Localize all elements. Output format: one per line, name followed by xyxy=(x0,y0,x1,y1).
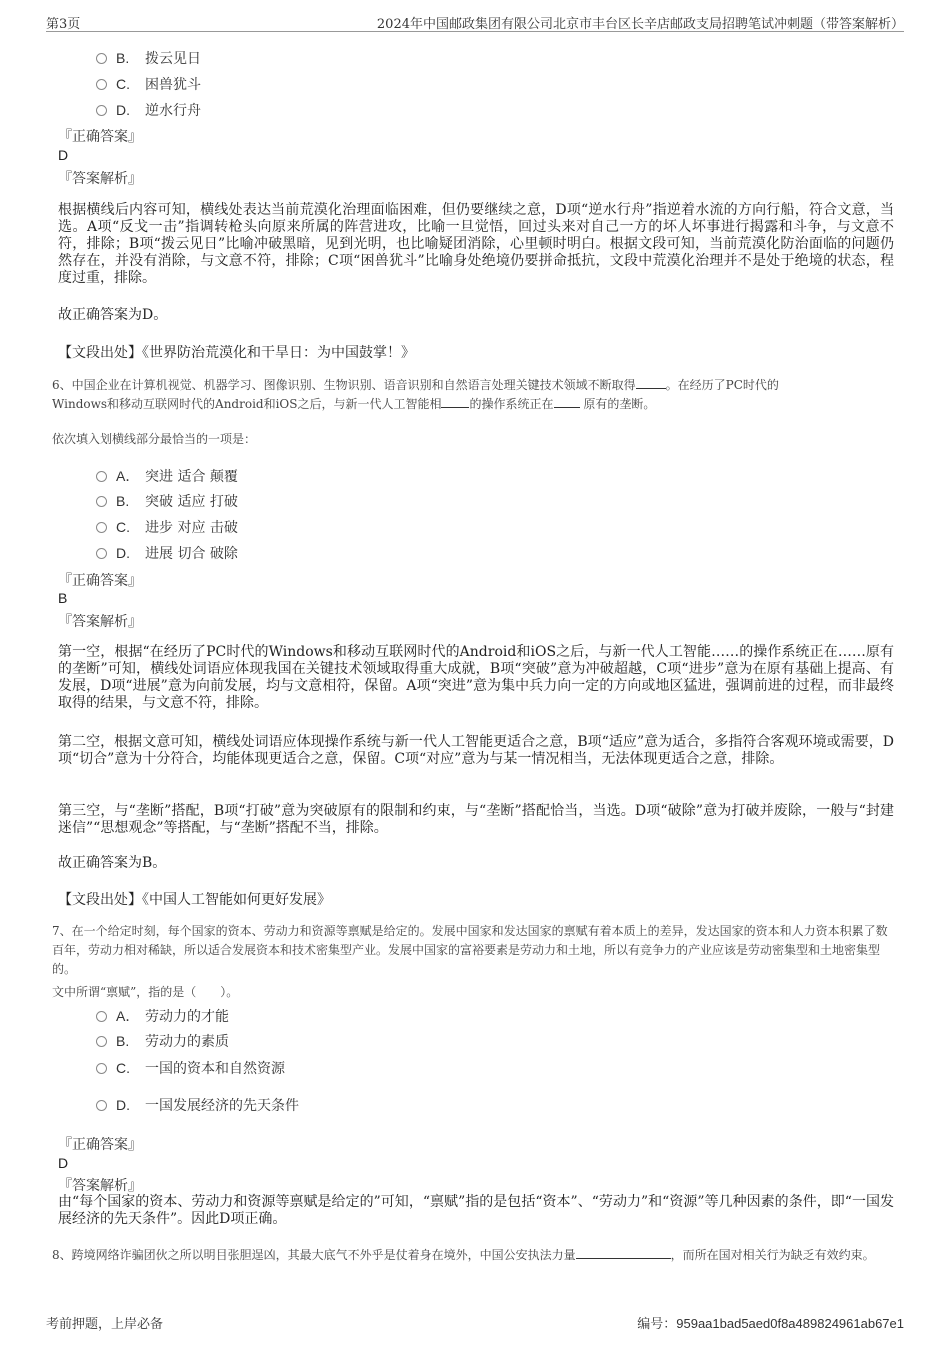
radio-icon[interactable] xyxy=(96,53,107,64)
q7-option-d[interactable]: D. 一国发展经济的先天条件 xyxy=(96,1095,299,1115)
question-prompt: 文中所谓“禀赋”，指的是（ ）。 xyxy=(52,985,239,999)
question-stem: 6、中国企业在计算机视觉、机器学习、图像识别、生物识别、语音识别和自然语言处理关键技术领域不断取得 。在经历了PC时代的 Windows和移动互联网时代的Android和iOS之后，与新一代人工智能相 的操作系统正在 原有的垄断。 xyxy=(52,378,779,411)
source-line: 【文段出处】《世界防治荒漠化和干旱日：为中国鼓掌！》 xyxy=(58,345,415,361)
analysis-paragraph-2: 第二空，根据文意可知，横线处词语应体现操作系统与新一代人工智能更适合之意，B项“适应”意为适合，多指符合客观环境或需要，D项“切合”意为十分符合，均能体现更适合之意，保留。C项“对应”意为与某一情况相当，无法体现更适合之意，排除。 xyxy=(58,734,894,767)
blank xyxy=(636,376,666,389)
q7-option-b[interactable]: B. 劳动力的素质 xyxy=(96,1031,229,1051)
q6-option-d[interactable]: D. 进展 切合 破除 xyxy=(96,543,238,563)
document-title: 2024年中国邮政集团有限公司北京市丰台区长辛店邮政支局招聘笔试冲刺题（带答案解析） xyxy=(376,17,904,32)
q6-option-b[interactable]: B. 突破 适应 打破 xyxy=(96,491,238,511)
correct-answer: D xyxy=(58,1155,69,1171)
analysis-paragraph-3: 第三空，与“垄断”搭配，B项“打破”意为突破原有的限制和约束，与“垄断”搭配恰当，当选。D项“破除”意为打破并废除，一般与“封建迷信”“思想观念”等搭配，与“垄断”搭配不当，排除。 xyxy=(58,803,894,836)
answer-tag: 『正确答案』 xyxy=(58,573,142,589)
radio-icon[interactable] xyxy=(96,471,107,482)
analysis-tag: 『答案解析』 xyxy=(58,1178,142,1194)
q5-option-c[interactable]: C. 困兽犹斗 xyxy=(96,74,201,94)
conclusion: 故正确答案为B。 xyxy=(58,855,167,871)
radio-icon[interactable] xyxy=(96,1063,107,1074)
correct-answer: B xyxy=(58,590,68,606)
analysis-tag: 『答案解析』 xyxy=(58,171,142,187)
q6-option-c[interactable]: C. 进步 对应 击破 xyxy=(96,517,238,537)
question-stem: 7、在一个给定时刻，每个国家的资本、劳动力和资源等禀赋是给定的。发展中国家和发达国家的禀赋有着本质上的差异，发达国家的资本和人力资本积累了数百年，劳动力相对稀缺，所以适合发展资本和技术密集型产业。发展中国家的富裕要素是劳动力和土地，所以有竞争力的产业应该是劳动密集型和土地密集型的。 xyxy=(52,924,888,976)
q7-option-a[interactable]: A． 劳动力的才能 xyxy=(96,1006,229,1026)
blank xyxy=(554,395,580,408)
radio-icon[interactable] xyxy=(96,548,107,559)
radio-icon[interactable] xyxy=(96,79,107,90)
question-stem: 8、跨境网络诈骗团伙之所以明目张胆逞凶，其最大底气不外乎是仗着身在境外，中国公安执法力量 ，而所在国对相关行为缺乏有效约束。 xyxy=(52,1248,875,1262)
answer-tag: 『正确答案』 xyxy=(58,1137,142,1153)
q6-option-a[interactable]: A． 突进 适合 颠覆 xyxy=(96,466,238,486)
answer-tag: 『正确答案』 xyxy=(58,129,142,145)
question-prompt: 依次填入划横线部分最恰当的一项是： xyxy=(52,432,257,446)
analysis-text: 根据横线后内容可知，横线处表达当前荒漠化治理面临困难，但仍要继续之意，D项“逆水行舟”指逆着水流的方向行船，符合文意，当选。A项“反戈一击”指调转枪头向原来所属的阵营进攻，比喻一旦觉悟，回过头来对自己一方的坏人坏事进行揭露和斗争，与文意不符，排除；B项“拨云见日”比喻冲破黑暗，见到光明，也比喻疑团消除，心里顿时明白。根据文段可知，当前荒漠化防治面临的问题仍然存在，并没有消除，与文意不符，排除；C项“困兽犹斗”比喻身处绝境仍要拼命抵抗，文段中荒漠化治理并不是处于绝境的状态，程度过重，排除。 xyxy=(58,202,894,286)
radio-icon[interactable] xyxy=(96,1036,107,1047)
document-code: 编号：959aa1bad5aed0f8a489824961ab67e1 xyxy=(637,1316,904,1331)
analysis-paragraph-1: 第一空，根据“在经历了PC时代的Windows和移动互联网时代的Android和iOS之后，与新一代人工智能……的操作系统正在……原有的垄断”可知，横线处词语应体现我国在关键技术领域取得重大成就，B项“突破”意为冲破超越，C项“进步”意为在原有基础上提高、有发展，D项“进展”意为向前发展，均与文意相符，保留。A项“突进”意为集中兵力向一定的方向或地区猛进，强调前进的过程，而非最终取得的结果，与文意不符，排除。 xyxy=(58,644,894,711)
source-line: 【文段出处】《中国人工智能如何更好发展》 xyxy=(58,892,331,908)
footer-slogan: 考前押题，上岸必备 xyxy=(46,1317,164,1332)
radio-icon[interactable] xyxy=(96,105,107,116)
radio-icon[interactable] xyxy=(96,496,107,507)
correct-answer: D xyxy=(58,147,69,163)
q7-option-c[interactable]: C. 一国的资本和自然资源 xyxy=(96,1058,285,1078)
analysis-tag: 『答案解析』 xyxy=(58,614,142,630)
blank xyxy=(576,1246,671,1259)
q5-option-d[interactable]: D. 逆水行舟 xyxy=(96,100,201,120)
radio-icon[interactable] xyxy=(96,1011,107,1022)
radio-icon[interactable] xyxy=(96,522,107,533)
radio-icon[interactable] xyxy=(96,1100,107,1111)
page-header xyxy=(46,13,904,32)
analysis-text: 由“每个国家的资本、劳动力和资源等禀赋是给定的”可知，“禀赋”指的是包括“资本”、“劳动力”和“资源”等几种因素的条件，即“一国发展经济的先天条件”。因此D项正确。 xyxy=(58,1194,894,1227)
conclusion: 故正确答案为D。 xyxy=(58,307,168,323)
page-number: 第3页 xyxy=(46,17,81,32)
blank xyxy=(441,395,469,408)
q5-option-b[interactable]: B. 拨云见日 xyxy=(96,48,201,68)
